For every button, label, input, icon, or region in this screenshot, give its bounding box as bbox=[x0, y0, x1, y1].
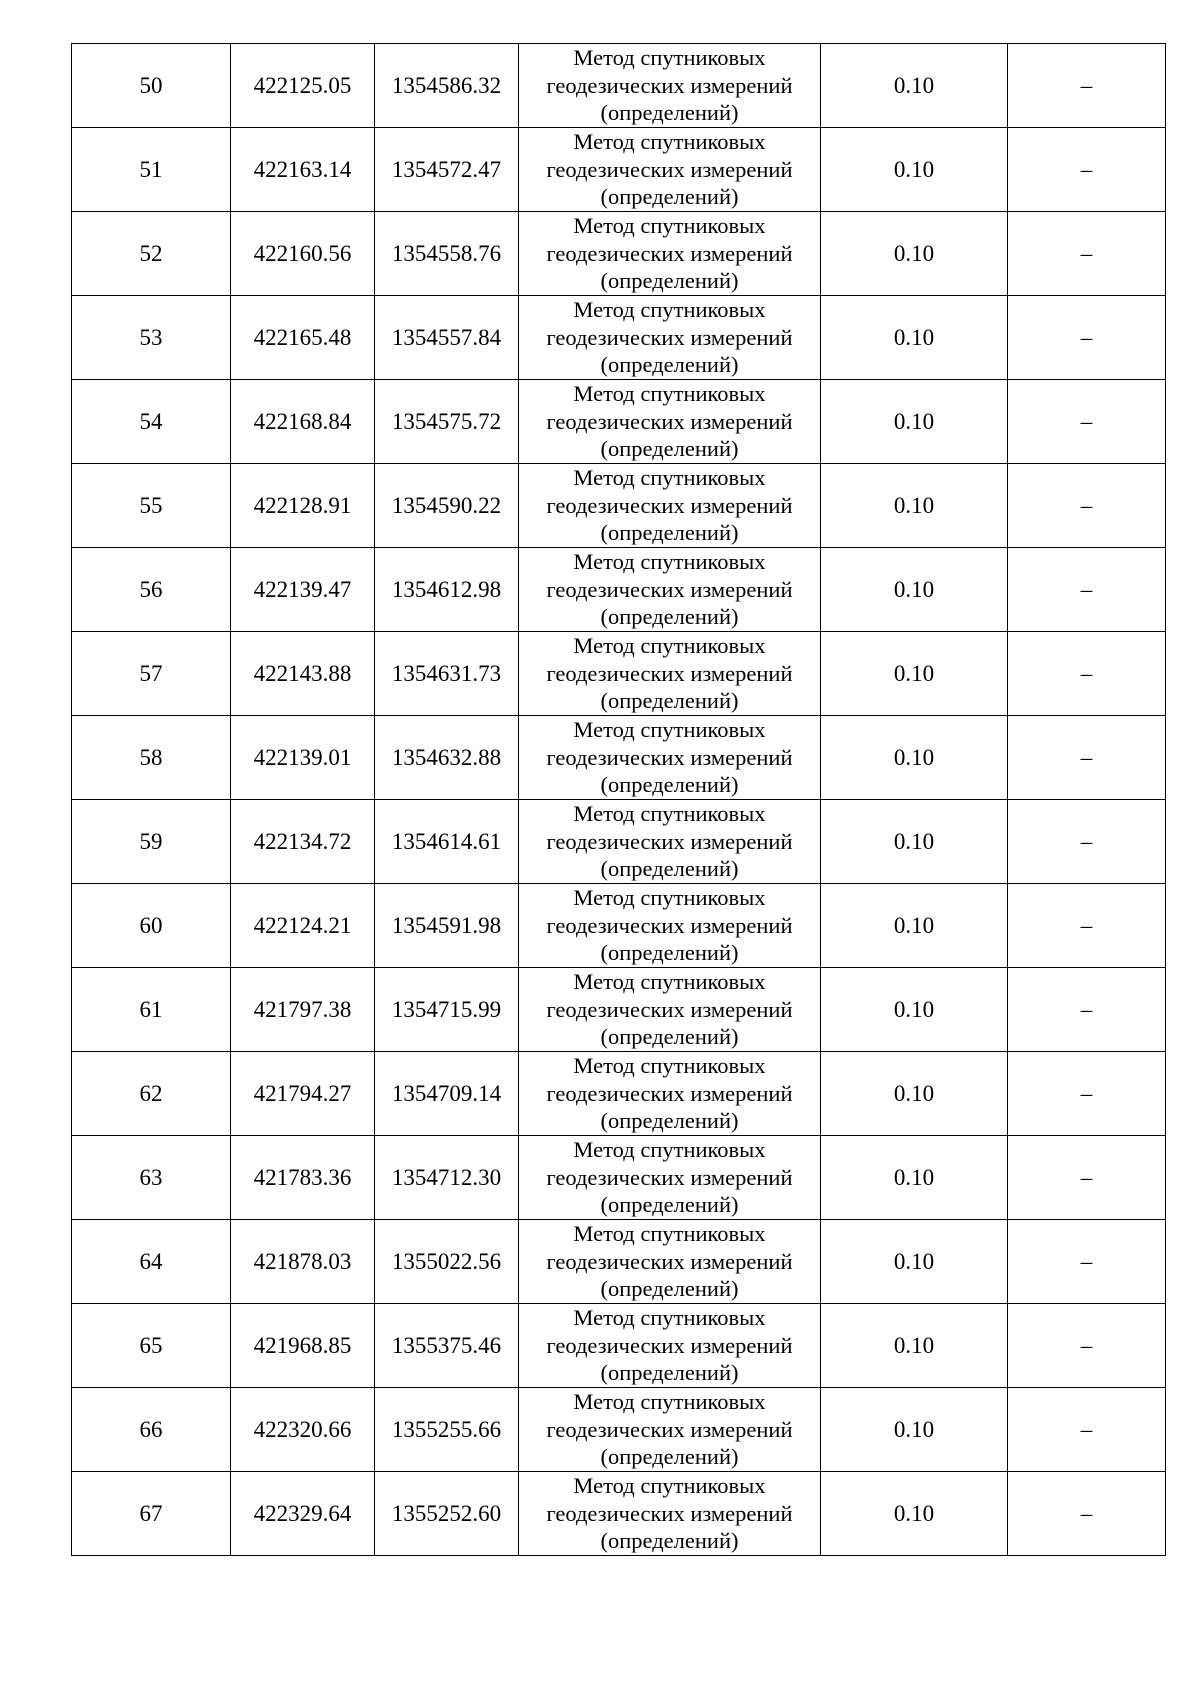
y-coordinate-cell: 1354557.84 bbox=[375, 296, 519, 380]
method-text-line: Метод спутниковых bbox=[573, 633, 766, 659]
accuracy-cell: 0.10 bbox=[821, 128, 1008, 212]
method-cell bbox=[519, 1052, 821, 1136]
method-text-line: Метод спутниковых bbox=[573, 885, 766, 911]
coordinates-table-body bbox=[72, 44, 1166, 1556]
method-text-line: (определений) bbox=[600, 940, 739, 966]
accuracy-cell: 0.10 bbox=[821, 296, 1008, 380]
x-coordinate-cell: 421794.27 bbox=[231, 1052, 375, 1136]
y-coordinate-cell: 1355375.46 bbox=[375, 1304, 519, 1388]
method-cell bbox=[519, 632, 821, 716]
method-text-line: (определений) bbox=[600, 688, 739, 714]
table-row bbox=[72, 716, 1166, 800]
point-number-cell: 53 bbox=[72, 296, 231, 380]
method-text-line: (определений) bbox=[600, 604, 739, 630]
method-text-line: геодезических измерений bbox=[546, 744, 793, 770]
x-coordinate-cell: 422139.47 bbox=[231, 548, 375, 632]
accuracy-cell: 0.10 bbox=[821, 212, 1008, 296]
method-text-line: геодезических измерений bbox=[546, 576, 793, 602]
description-cell: – bbox=[1008, 968, 1166, 1052]
method-cell bbox=[519, 716, 821, 800]
description-cell: – bbox=[1008, 632, 1166, 716]
description-cell: – bbox=[1008, 380, 1166, 464]
x-coordinate-cell: 422163.14 bbox=[231, 128, 375, 212]
description-cell: – bbox=[1008, 1472, 1166, 1556]
accuracy-cell: 0.10 bbox=[821, 464, 1008, 548]
point-number-cell: 54 bbox=[72, 380, 231, 464]
x-coordinate-cell: 421878.03 bbox=[231, 1220, 375, 1304]
method-text-line: Метод спутниковых bbox=[573, 549, 766, 575]
method-text-line: (определений) bbox=[600, 1528, 739, 1554]
description-cell: – bbox=[1008, 1220, 1166, 1304]
point-number-cell: 60 bbox=[72, 884, 231, 968]
description-cell: – bbox=[1008, 296, 1166, 380]
method-cell bbox=[519, 1220, 821, 1304]
table-row bbox=[72, 800, 1166, 884]
x-coordinate-cell: 422160.56 bbox=[231, 212, 375, 296]
y-coordinate-cell: 1354715.99 bbox=[375, 968, 519, 1052]
point-number-cell: 50 bbox=[72, 44, 231, 128]
method-cell bbox=[519, 884, 821, 968]
method-cell bbox=[519, 1388, 821, 1472]
description-cell: – bbox=[1008, 1388, 1166, 1472]
method-text-line: Метод спутниковых bbox=[573, 1389, 766, 1415]
y-coordinate-cell: 1354558.76 bbox=[375, 212, 519, 296]
method-text-line: Метод спутниковых bbox=[573, 1221, 766, 1247]
accuracy-cell: 0.10 bbox=[821, 1472, 1008, 1556]
method-text-line: геодезических измерений bbox=[546, 156, 793, 182]
y-coordinate-cell: 1354590.22 bbox=[375, 464, 519, 548]
method-text-line: (определений) bbox=[600, 520, 739, 546]
table-row bbox=[72, 1136, 1166, 1220]
point-number-cell: 59 bbox=[72, 800, 231, 884]
accuracy-cell: 0.10 bbox=[821, 44, 1008, 128]
method-text-line: (определений) bbox=[600, 772, 739, 798]
method-cell bbox=[519, 212, 821, 296]
table-row bbox=[72, 632, 1166, 716]
accuracy-cell: 0.10 bbox=[821, 716, 1008, 800]
method-cell bbox=[519, 380, 821, 464]
x-coordinate-cell: 421783.36 bbox=[231, 1136, 375, 1220]
accuracy-cell: 0.10 bbox=[821, 1220, 1008, 1304]
method-text-line: (определений) bbox=[600, 1276, 739, 1302]
method-text-line: геодезических измерений bbox=[546, 1248, 793, 1274]
accuracy-cell: 0.10 bbox=[821, 548, 1008, 632]
method-text-line: (определений) bbox=[600, 436, 739, 462]
x-coordinate-cell: 422124.21 bbox=[231, 884, 375, 968]
method-cell bbox=[519, 44, 821, 128]
method-text-line: Метод спутниковых bbox=[573, 801, 766, 827]
method-text-line: (определений) bbox=[600, 1192, 739, 1218]
method-text-line: Метод спутниковых bbox=[573, 1473, 766, 1499]
table-row bbox=[72, 1052, 1166, 1136]
method-cell bbox=[519, 968, 821, 1052]
method-text-line: геодезических измерений bbox=[546, 1332, 793, 1358]
point-number-cell: 58 bbox=[72, 716, 231, 800]
method-text-line: Метод спутниковых bbox=[573, 1137, 766, 1163]
x-coordinate-cell: 422125.05 bbox=[231, 44, 375, 128]
method-cell bbox=[519, 464, 821, 548]
point-number-cell: 57 bbox=[72, 632, 231, 716]
method-cell bbox=[519, 128, 821, 212]
description-cell: – bbox=[1008, 1052, 1166, 1136]
table-row bbox=[72, 44, 1166, 128]
method-text-line: Метод спутниковых bbox=[573, 1305, 766, 1331]
y-coordinate-cell: 1355255.66 bbox=[375, 1388, 519, 1472]
method-text-line: геодезических измерений bbox=[546, 408, 793, 434]
accuracy-cell: 0.10 bbox=[821, 1388, 1008, 1472]
description-cell: – bbox=[1008, 464, 1166, 548]
y-coordinate-cell: 1354712.30 bbox=[375, 1136, 519, 1220]
method-text-line: геодезических измерений bbox=[546, 996, 793, 1022]
method-text-line: геодезических измерений bbox=[546, 660, 793, 686]
point-number-cell: 56 bbox=[72, 548, 231, 632]
accuracy-cell: 0.10 bbox=[821, 1304, 1008, 1388]
x-coordinate-cell: 422134.72 bbox=[231, 800, 375, 884]
x-coordinate-cell: 421797.38 bbox=[231, 968, 375, 1052]
method-text-line: (определений) bbox=[600, 184, 739, 210]
method-text-line: геодезических измерений bbox=[546, 1500, 793, 1526]
description-cell: – bbox=[1008, 1136, 1166, 1220]
table-row bbox=[72, 1472, 1166, 1556]
method-text-line: Метод спутниковых bbox=[573, 213, 766, 239]
x-coordinate-cell: 422320.66 bbox=[231, 1388, 375, 1472]
description-cell: – bbox=[1008, 716, 1166, 800]
method-text-line: геодезических измерений bbox=[546, 324, 793, 350]
accuracy-cell: 0.10 bbox=[821, 800, 1008, 884]
method-text-line: (определений) bbox=[600, 1024, 739, 1050]
method-text-line: (определений) bbox=[600, 1108, 739, 1134]
y-coordinate-cell: 1354586.32 bbox=[375, 44, 519, 128]
table-row bbox=[72, 548, 1166, 632]
table-row bbox=[72, 1304, 1166, 1388]
method-cell bbox=[519, 800, 821, 884]
table-row bbox=[72, 884, 1166, 968]
y-coordinate-cell: 1354631.73 bbox=[375, 632, 519, 716]
description-cell: – bbox=[1008, 548, 1166, 632]
method-text-line: геодезических измерений bbox=[546, 240, 793, 266]
description-cell: – bbox=[1008, 212, 1166, 296]
point-number-cell: 67 bbox=[72, 1472, 231, 1556]
accuracy-cell: 0.10 bbox=[821, 632, 1008, 716]
method-cell bbox=[519, 548, 821, 632]
method-text-line: Метод спутниковых bbox=[573, 129, 766, 155]
x-coordinate-cell: 422128.91 bbox=[231, 464, 375, 548]
x-coordinate-cell: 422165.48 bbox=[231, 296, 375, 380]
coordinates-table bbox=[71, 43, 1166, 1556]
point-number-cell: 65 bbox=[72, 1304, 231, 1388]
x-coordinate-cell: 422329.64 bbox=[231, 1472, 375, 1556]
table-row bbox=[72, 380, 1166, 464]
y-coordinate-cell: 1354709.14 bbox=[375, 1052, 519, 1136]
method-text-line: Метод спутниковых bbox=[573, 381, 766, 407]
point-number-cell: 63 bbox=[72, 1136, 231, 1220]
point-number-cell: 51 bbox=[72, 128, 231, 212]
x-coordinate-cell: 422139.01 bbox=[231, 716, 375, 800]
table-row bbox=[72, 1220, 1166, 1304]
description-cell: – bbox=[1008, 44, 1166, 128]
description-cell: – bbox=[1008, 884, 1166, 968]
table-row bbox=[72, 1388, 1166, 1472]
table-row bbox=[72, 128, 1166, 212]
accuracy-cell: 0.10 bbox=[821, 884, 1008, 968]
method-text-line: Метод спутниковых bbox=[573, 297, 766, 323]
y-coordinate-cell: 1355022.56 bbox=[375, 1220, 519, 1304]
point-number-cell: 62 bbox=[72, 1052, 231, 1136]
description-cell: – bbox=[1008, 800, 1166, 884]
method-text-line: геодезических измерений bbox=[546, 492, 793, 518]
method-text-line: (определений) bbox=[600, 100, 739, 126]
accuracy-cell: 0.10 bbox=[821, 1052, 1008, 1136]
method-cell bbox=[519, 1472, 821, 1556]
point-number-cell: 61 bbox=[72, 968, 231, 1052]
x-coordinate-cell: 422168.84 bbox=[231, 380, 375, 464]
description-cell: – bbox=[1008, 128, 1166, 212]
y-coordinate-cell: 1354614.61 bbox=[375, 800, 519, 884]
y-coordinate-cell: 1354572.47 bbox=[375, 128, 519, 212]
y-coordinate-cell: 1354612.98 bbox=[375, 548, 519, 632]
point-number-cell: 55 bbox=[72, 464, 231, 548]
point-number-cell: 66 bbox=[72, 1388, 231, 1472]
method-text-line: геодезических измерений bbox=[546, 72, 793, 98]
y-coordinate-cell: 1354591.98 bbox=[375, 884, 519, 968]
method-text-line: геодезических измерений bbox=[546, 1080, 793, 1106]
accuracy-cell: 0.10 bbox=[821, 968, 1008, 1052]
table-row bbox=[72, 464, 1166, 548]
y-coordinate-cell: 1354575.72 bbox=[375, 380, 519, 464]
method-text-line: (определений) bbox=[600, 1444, 739, 1470]
method-text-line: геодезических измерений bbox=[546, 1164, 793, 1190]
method-text-line: Метод спутниковых bbox=[573, 465, 766, 491]
method-text-line: Метод спутниковых bbox=[573, 45, 766, 71]
method-cell bbox=[519, 296, 821, 380]
method-text-line: (определений) bbox=[600, 856, 739, 882]
table-row bbox=[72, 968, 1166, 1052]
accuracy-cell: 0.10 bbox=[821, 1136, 1008, 1220]
y-coordinate-cell: 1354632.88 bbox=[375, 716, 519, 800]
method-text-line: (определений) bbox=[600, 352, 739, 378]
method-cell bbox=[519, 1304, 821, 1388]
point-number-cell: 64 bbox=[72, 1220, 231, 1304]
description-cell: – bbox=[1008, 1304, 1166, 1388]
method-text-line: геодезических измерений bbox=[546, 1416, 793, 1442]
table-row bbox=[72, 296, 1166, 380]
x-coordinate-cell: 421968.85 bbox=[231, 1304, 375, 1388]
x-coordinate-cell: 422143.88 bbox=[231, 632, 375, 716]
method-text-line: Метод спутниковых bbox=[573, 1053, 766, 1079]
table-row bbox=[72, 212, 1166, 296]
method-cell bbox=[519, 1136, 821, 1220]
point-number-cell: 52 bbox=[72, 212, 231, 296]
method-text-line: (определений) bbox=[600, 1360, 739, 1386]
method-text-line: Метод спутниковых bbox=[573, 969, 766, 995]
method-text-line: Метод спутниковых bbox=[573, 717, 766, 743]
method-text-line: геодезических измерений bbox=[546, 912, 793, 938]
method-text-line: (определений) bbox=[600, 268, 739, 294]
accuracy-cell: 0.10 bbox=[821, 380, 1008, 464]
y-coordinate-cell: 1355252.60 bbox=[375, 1472, 519, 1556]
method-text-line: геодезических измерений bbox=[546, 828, 793, 854]
